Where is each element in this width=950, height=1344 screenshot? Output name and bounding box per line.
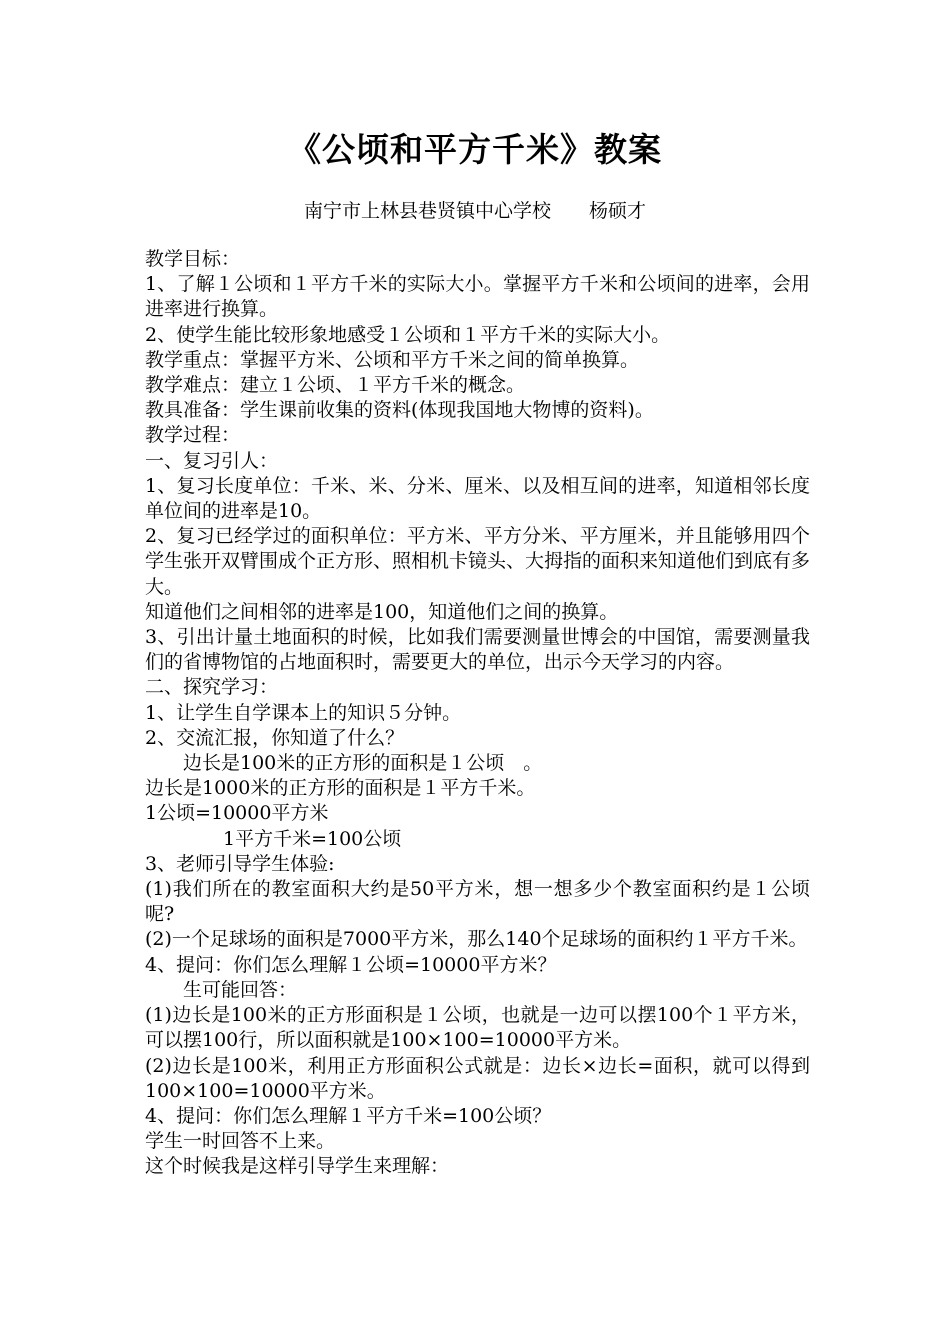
document-title: 《公顷和平方千米》教案 [288,130,662,169]
text-line: 知道他们之间相邻的进率是100，知道他们之间的换算。 [145,600,619,623]
text-line: 教学难点：建立１公顷、１平方千米的概念。 [145,374,526,397]
text-line: 1平方千米=100公顷 [223,827,402,850]
text-line: 4、提问：你们怎么理解１公顷=10000平方米？ [145,953,557,976]
text-line: 教学重点：掌握平方米、公顷和平方千米之间的简单换算。 [145,348,640,371]
text-line: 边长是100米的正方形的面积是１公顷 。 [183,752,543,775]
text-line: 3、引出计量土地面积的时候，比如我们需要测量世博会的中国馆，需要测量我们的省博物馆的占地面积时，需要更大的单位，出示今天学习的内容。 [145,626,810,674]
text-line: 教具准备：学生课前收集的资料(体现我国地大物博的资料)。 [145,399,654,422]
text-line: 1公顷=10000平方米 [145,802,329,825]
text-line: 学生一时回答不上来。 [145,1130,336,1153]
text-line: 4、提问：你们怎么理解１平方千米=100公顷？ [145,1104,552,1127]
text-line: (1)我们所在的教室面积大约是50平方米，想一想多少个教室面积约是１公顷呢? [145,878,810,926]
text-line: 1、了解１公顷和１平方千米的实际大小。掌握平方千米和公顷间的进率，会用进率进行换算。 [145,273,810,321]
text-line: 教学目标： [145,248,241,270]
text-line: 边长是1000米的正方形的面积是１平方千米。 [145,777,536,800]
text-line: 这个时候我是这样引导学生来理解： [145,1155,450,1178]
text-line: (2)一个足球场的面积是7000平方米，那么140个足球场的面积约１平方千米。 [145,928,808,951]
author-line: 南宁市上林县巷贤镇中心学校 杨硕才 [303,200,646,222]
text-line: 2、使学生能比较形象地感受１公顷和１平方千米的实际大小。 [145,323,671,346]
text-line: 2、复习已经学过的面积单位：平方米、平方分米、平方厘米，并且能够用四个学生张开双臂围成个正方形、照相机卡镜头、大拇指的面积来知道他们到底有多大。 [145,525,811,598]
text-line: 2、交流汇报，你知道了什么？ [145,726,405,749]
text-line: (1)边长是100米的正方形面积是１公顷，也就是一边可以摆100个１平方米，可以摆100行，所以面积就是100×100=10000平方米。 [145,1004,810,1052]
text-line: (2)边长是100米，利用正方形面积公式就是：边长×边长=面积，就可以得到100×100=10000平方米。 [145,1054,810,1102]
text-line: 3、老师引导学生体验: [145,852,335,875]
text-line: 教学过程： [145,424,241,447]
document-body [145,247,810,1180]
text-line: 生可能回答： [183,978,298,1001]
text-line: 1、复习长度单位：千米、米、分米、厘米、以及相互间的进率，知道相邻长度单位间的进率是10。 [145,474,810,523]
section-heading: 二、探究学习： [145,676,279,699]
text-line: 1、让学生自学课本上的知识５分钟。 [145,701,462,724]
section-heading: 一、复习引人： [145,449,279,472]
